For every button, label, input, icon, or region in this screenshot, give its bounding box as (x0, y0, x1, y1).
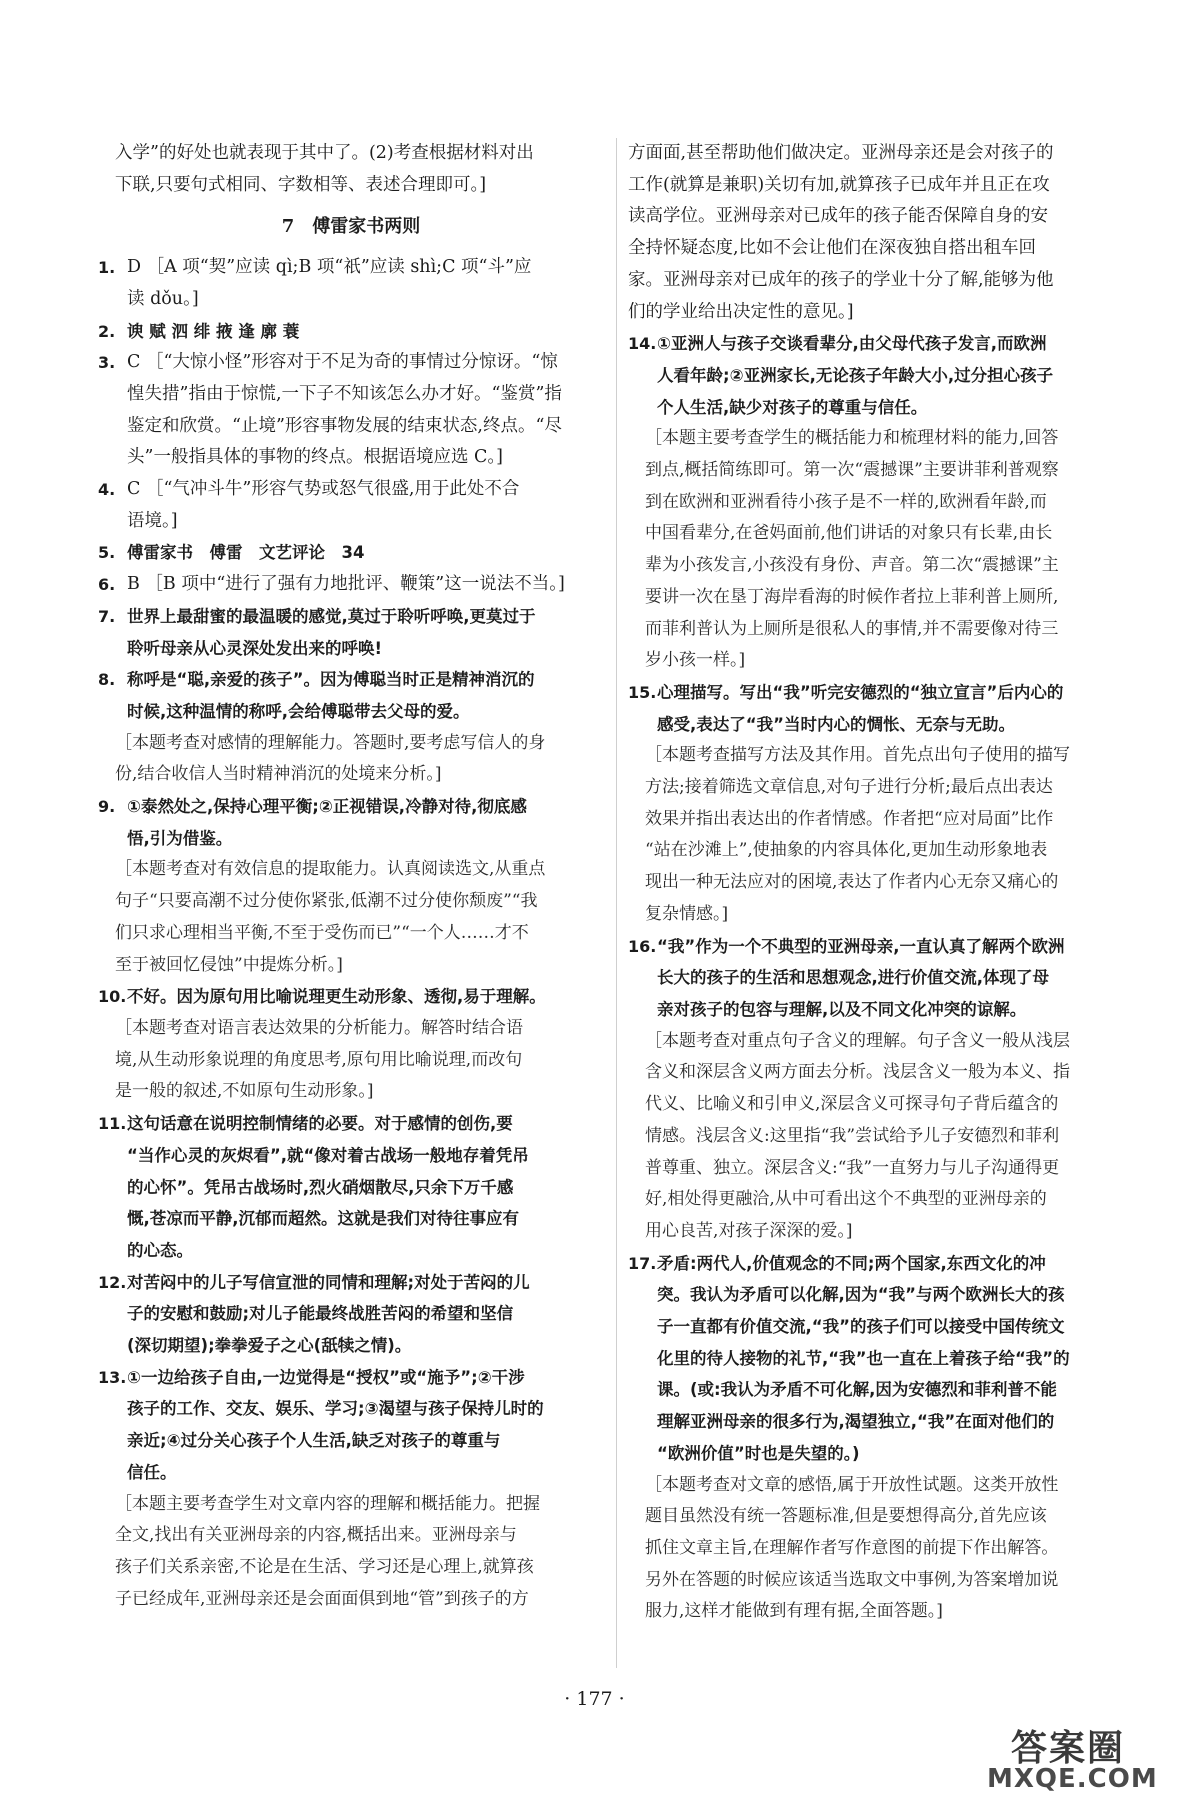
answer-line: 惶失措”指由于惊慌,一下子不知该怎么办才好。“鉴赏”指 (127, 383, 562, 404)
answer-item (98, 252, 604, 315)
answer-number: 2. (98, 321, 116, 341)
answer-number: 3. (98, 353, 116, 373)
note-line: 句子“只要高潮不过分使你紧张,低潮不过分使你颓废”“我 (115, 891, 538, 912)
answer-line: 矛盾:两代人,价值观念的不同;两个国家,东西文化的冲 (657, 1253, 1046, 1273)
answer-line: “我”作为一个不典型的亚洲母亲,一直认真了解两个欧洲 (657, 936, 1065, 956)
answer-number: 12. (98, 1272, 127, 1292)
answer-note (98, 728, 604, 791)
intro-line: 入学”的好处也就表现于其中了。(2)考查根据材料对出 (115, 143, 534, 163)
page-number: · 177 · (564, 1688, 625, 1710)
answer-item (98, 1108, 604, 1266)
answer-line: 亲对孩子的包容与理解,以及不同文化冲突的谅解。 (657, 999, 1027, 1019)
answer-number: 9. (98, 797, 116, 817)
answer-number: 5. (98, 543, 116, 563)
note-line: 岁小孩一样。] (645, 650, 746, 671)
continuation-line: 工作(就算是兼职)关切有加,就算孩子已成年并且正在攻 (628, 174, 1050, 195)
note-line: 含义和深层含义两方面去分析。浅层含义一般为本义、指 (645, 1062, 1070, 1083)
answer-line: 亲近;④过分关心孩子个人生活,缺乏对孩子的尊重与 (127, 1431, 501, 1451)
note-line: 要讲一次在垦丁海岸看海的时候作者拉上菲利普上厕所, (645, 586, 1059, 607)
answer-line: (深切期望);拳拳爱子之心(舐犊之情)。 (127, 1336, 412, 1356)
answer-line: B ［B 项中“进行了强有力地批评、鞭策”这一说法不当。] (127, 574, 565, 595)
answer-list (628, 328, 1112, 1627)
answer-line: 感受,表达了“我”当时内心的惆怅、无奈与无助。 (657, 714, 1015, 734)
answer-list (98, 252, 604, 1615)
answer-line: “当作心灵的灰烬看”,就“像对着古战场一般地存着凭吊 (127, 1145, 529, 1165)
continuation-line: 方面面,甚至帮助他们做决定。亚洲母亲还是会对孩子的 (628, 143, 1054, 163)
note-line: 到点,概括简练即可。第一次“震撼课”主要讲菲利普观察 (645, 460, 1059, 481)
note-line: ［本题考查对重点句子含义的理解。句子含义一般从浅层 (645, 1030, 1070, 1051)
answer-number: 10. (98, 987, 127, 1007)
answer-line: 孩子的工作、交友、娱乐、学习;③渴望与孩子保持儿时的 (127, 1399, 544, 1419)
answer-number: 8. (98, 670, 116, 690)
note-line: 子已经成年,亚洲母亲还是会面面俱到地“管”到孩子的方 (115, 1588, 529, 1609)
answer-line: 头”一般指具体的事物的终点。根据语境应选 C。] (127, 447, 503, 468)
note-line: 是一般的叙述,不如原句生动形象。] (115, 1081, 374, 1102)
answer-item (628, 1248, 1112, 1469)
answer-line: 傅雷家书 傅雷 文艺评论 34 (127, 543, 365, 563)
note-line: 复杂情感。] (645, 903, 729, 924)
continuation-line: 家。亚洲母亲对已成年的孩子的学业十分了解,能够为他 (628, 269, 1054, 290)
answer-line: 对苦闷中的儿子写信宣泄的同情和理解;对处于苦闷的儿 (127, 1272, 530, 1292)
note-line: 境,从生动形象说理的角度思考,原句用比喻说理,而改句 (115, 1049, 523, 1070)
continuation-line: 读高学位。亚洲母亲对已成年的孩子能否保障自身的安 (628, 206, 1048, 227)
answer-item (98, 1362, 604, 1488)
answer-line: 聆听母亲从心灵深处发出来的呼唤! (127, 638, 383, 658)
answer-line: 信任。 (127, 1462, 177, 1482)
answer-line: 谀 赋 泗 绯 掖 逢 廓 蓑 (127, 321, 300, 341)
answer-line: 化里的待人接物的礼节,“我”也一直在上着孩子给“我”的 (657, 1348, 1070, 1368)
note-line: ［本题主要考查学生对文章内容的理解和概括能力。把握 (115, 1493, 540, 1514)
answer-item (628, 931, 1112, 1026)
answer-item (98, 316, 604, 347)
answer-note (628, 740, 1112, 930)
answer-line: 长大的孩子的生活和思想观念,进行价值交流,体现了母 (657, 968, 1050, 988)
answer-line: ①亚洲人与孩子交谈看辈分,由父母代孩子发言,而欧洲 (657, 334, 1047, 354)
note-line: 辈为小孩发言,小孩没有身份、声音。第二次“震撼课”主 (645, 555, 1059, 576)
note-line: 用心良苦,对孩子深深的爱。] (645, 1220, 853, 1241)
watermark-text-bottom: MXQE.COM (987, 1764, 1158, 1794)
note-line: 方法;接着筛选文章信息,对句子进行分析;最后点出表达 (645, 777, 1053, 798)
intro-block (98, 138, 604, 201)
answer-line: 心理描写。写出“我”听完安德烈的“独立宣言”后内心的 (657, 682, 1064, 702)
note-line: 另外在答题的时候应该适当选取文中事例,为答案增加说 (645, 1569, 1059, 1590)
answer-item (98, 981, 604, 1012)
answer-number: 17. (628, 1253, 657, 1273)
note-line: ［本题考查对有效信息的提取能力。认真阅读选文,从重点 (115, 859, 546, 880)
note-line: 中国看辈分,在爸妈面前,他们讲话的对象只有长辈,由长 (645, 523, 1053, 544)
note-line: 效果并指出表达出的作者情感。作者把“应对局面”比作 (645, 808, 1054, 829)
continuation-line: 们的学业给出决定性的意见。] (628, 301, 854, 322)
answer-note (98, 1489, 604, 1615)
answer-line: 子一直都有价值交流,“我”的孩子们可以接受中国传统文 (657, 1317, 1065, 1337)
answer-number: 16. (628, 936, 657, 956)
answer-line: 悟,引为借鉴。 (127, 828, 233, 848)
answer-line: C ［“气冲斗牛”形容气势或怒气很盛,用于此处不合 (127, 479, 520, 500)
answer-item (628, 677, 1112, 740)
note-line: 抓住文章主旨,在理解作者写作意图的前提下作出解答。 (645, 1537, 1059, 1558)
answer-line: 世界上最甜蜜的最温暖的感觉,莫过于聆听呼唤,更莫过于 (127, 606, 536, 626)
note-line: 们只求心理相当平衡,不至于受伤而已”“一个人……才不 (115, 922, 529, 943)
note-line: 好,相处得更融洽,从中可看出这个不典型的亚洲母亲的 (645, 1189, 1047, 1210)
note-line: ［本题考查对文章的感悟,属于开放性试题。这类开放性 (645, 1474, 1059, 1495)
answer-number: 6. (98, 575, 116, 595)
answer-line: 读 dǒu。] (127, 288, 199, 309)
note-line: 普尊重、独立。深层含义:“我”一直努力与儿子沟通得更 (645, 1157, 1060, 1178)
answer-line: 个人生活,缺少对孩子的尊重与信任。 (657, 397, 928, 417)
note-line: 现出一种无法应对的困境,表达了作者内心无奈又痛心的 (645, 872, 1059, 893)
answer-item (98, 664, 604, 727)
answer-item (98, 1267, 604, 1362)
answer-line: 理解亚洲母亲的很多行为,渴望独立,“我”在面对他们的 (657, 1412, 1055, 1432)
answer-line: 的心态。 (127, 1240, 193, 1260)
answer-number: 7. (98, 606, 116, 626)
answer-line: “欧洲价值”时也是失望的。) (657, 1443, 860, 1463)
intro-line: 下联,只要句式相同、字数相等、表述合理即可。] (115, 174, 487, 195)
answer-note (98, 854, 604, 980)
answer-line: 时候,这种温情的称呼,会给傅聪带去父母的爱。 (127, 701, 470, 721)
note-line: 份,结合收信人当时精神消沉的处境来分析。] (115, 764, 442, 785)
note-line: 服力,这样才能做到有理有据,全面答题。] (645, 1601, 943, 1622)
note-line: 全文,找出有关亚洲母亲的内容,概括出来。亚洲母亲与 (115, 1525, 517, 1546)
note-line: 而菲利普认为上厕所是很私人的事情,并不需要像对待三 (645, 618, 1059, 639)
answer-item (98, 537, 604, 568)
note-line: ［本题考查对语言表达效果的分析能力。解答时结合语 (115, 1017, 523, 1038)
answer-line: 语境。] (127, 510, 178, 531)
continuation-block (628, 138, 1112, 328)
answer-item (98, 347, 604, 473)
answer-line: 人看年龄;②亚洲家长,无论孩子年龄大小,过分担心孩子 (657, 365, 1054, 385)
note-line: ［本题考查描写方法及其作用。首先点出句子使用的描写 (645, 745, 1070, 766)
answer-item (98, 569, 604, 600)
answer-number: 15. (628, 682, 657, 702)
right-column (628, 138, 1112, 1628)
answer-number: 4. (98, 480, 116, 500)
answer-item (628, 328, 1112, 423)
left-column (98, 138, 604, 1615)
answer-number: 11. (98, 1114, 127, 1134)
answer-line: 课。(或:我认为矛盾不可化解,因为安德烈和菲利普不能 (657, 1380, 1057, 1400)
note-line: ［本题考查对感情的理解能力。答题时,要考虑写信人的身 (115, 732, 546, 753)
answer-line: 慨,苍凉而平静,沉郁而超然。这就是我们对待往事应有 (127, 1209, 520, 1229)
answer-line: 子的安慰和鼓励;对儿子能最终战胜苦闷的希望和坚信 (127, 1304, 514, 1324)
answer-line: 突。我认为矛盾可以化解,因为“我”与两个欧洲长大的孩 (657, 1285, 1065, 1305)
note-line: 孩子们关系亲密,不论是在生活、学习还是心理上,就算孩 (115, 1556, 534, 1577)
answer-line: ①泰然处之,保持心理平衡;②正视错误,冷静对待,彻底感 (127, 797, 527, 817)
note-line: 题目虽然没有统一答题标准,但是要想得高分,首先应该 (645, 1506, 1047, 1527)
note-line: “站在沙滩上”,使抽象的内容具体化,更加生动形象地表 (645, 840, 1048, 861)
answer-number: 1. (98, 258, 116, 278)
note-line: 至于被回忆侵蚀”中提炼分析。] (115, 954, 343, 975)
answer-line: D ［A 项“契”应读 qì;B 项“祇”应读 shì;C 项“斗”应 (127, 257, 532, 278)
note-line: 代义、比喻义和引申义,深层含义可探寻句子背后蕴含的 (645, 1094, 1059, 1115)
answer-line: 这句话意在说明控制情绪的必要。对于感情的创伤,要 (127, 1114, 513, 1134)
note-line: ［本题主要考查学生的概括能力和梳理材料的能力,回答 (645, 428, 1059, 449)
answer-note (628, 1026, 1112, 1247)
answer-number: 14. (628, 334, 657, 354)
section-title: 7 傅雷家书两则 (281, 215, 421, 237)
note-line: 到在欧洲和亚洲看待小孩子是不一样的,欧洲看年龄,而 (645, 491, 1047, 512)
answer-note (628, 1470, 1112, 1628)
continuation-line: 全持怀疑态度,比如不会让他们在深夜独自搭出租车回 (628, 238, 1037, 259)
answer-line: 的心怀”。凭吊古战场时,烈火硝烟散尽,只余下万千感 (127, 1177, 514, 1197)
note-line: 情感。浅层含义:这里指“我”尝试给予儿子安德烈和菲利 (645, 1125, 1060, 1146)
answer-item (98, 791, 604, 854)
answer-note (98, 1013, 604, 1108)
answer-line: 鉴定和欣赏。“止境”形容事物发展的结束状态,终点。“尽 (127, 415, 562, 436)
answer-line: 不好。因为原句用比喻说理更生动形象、透彻,易于理解。 (127, 987, 546, 1007)
answer-item (98, 474, 604, 537)
column-divider (616, 138, 617, 1668)
answer-line: ①一边给孩子自由,一边觉得是“授权”或“施予”;②干涉 (127, 1367, 525, 1387)
answer-line: C ［“大惊小怪”形容对于不足为奇的事情过分惊讶。“惊 (127, 352, 558, 373)
answer-item (98, 601, 604, 664)
answer-line: 称呼是“聪,亲爱的孩子”。因为傅聪当时正是精神消沉的 (127, 670, 535, 690)
watermark-text-top: 答案圈 (1011, 1728, 1126, 1769)
watermark-logo (987, 1720, 1175, 1792)
answer-number: 13. (98, 1367, 127, 1387)
answer-note (628, 423, 1112, 676)
